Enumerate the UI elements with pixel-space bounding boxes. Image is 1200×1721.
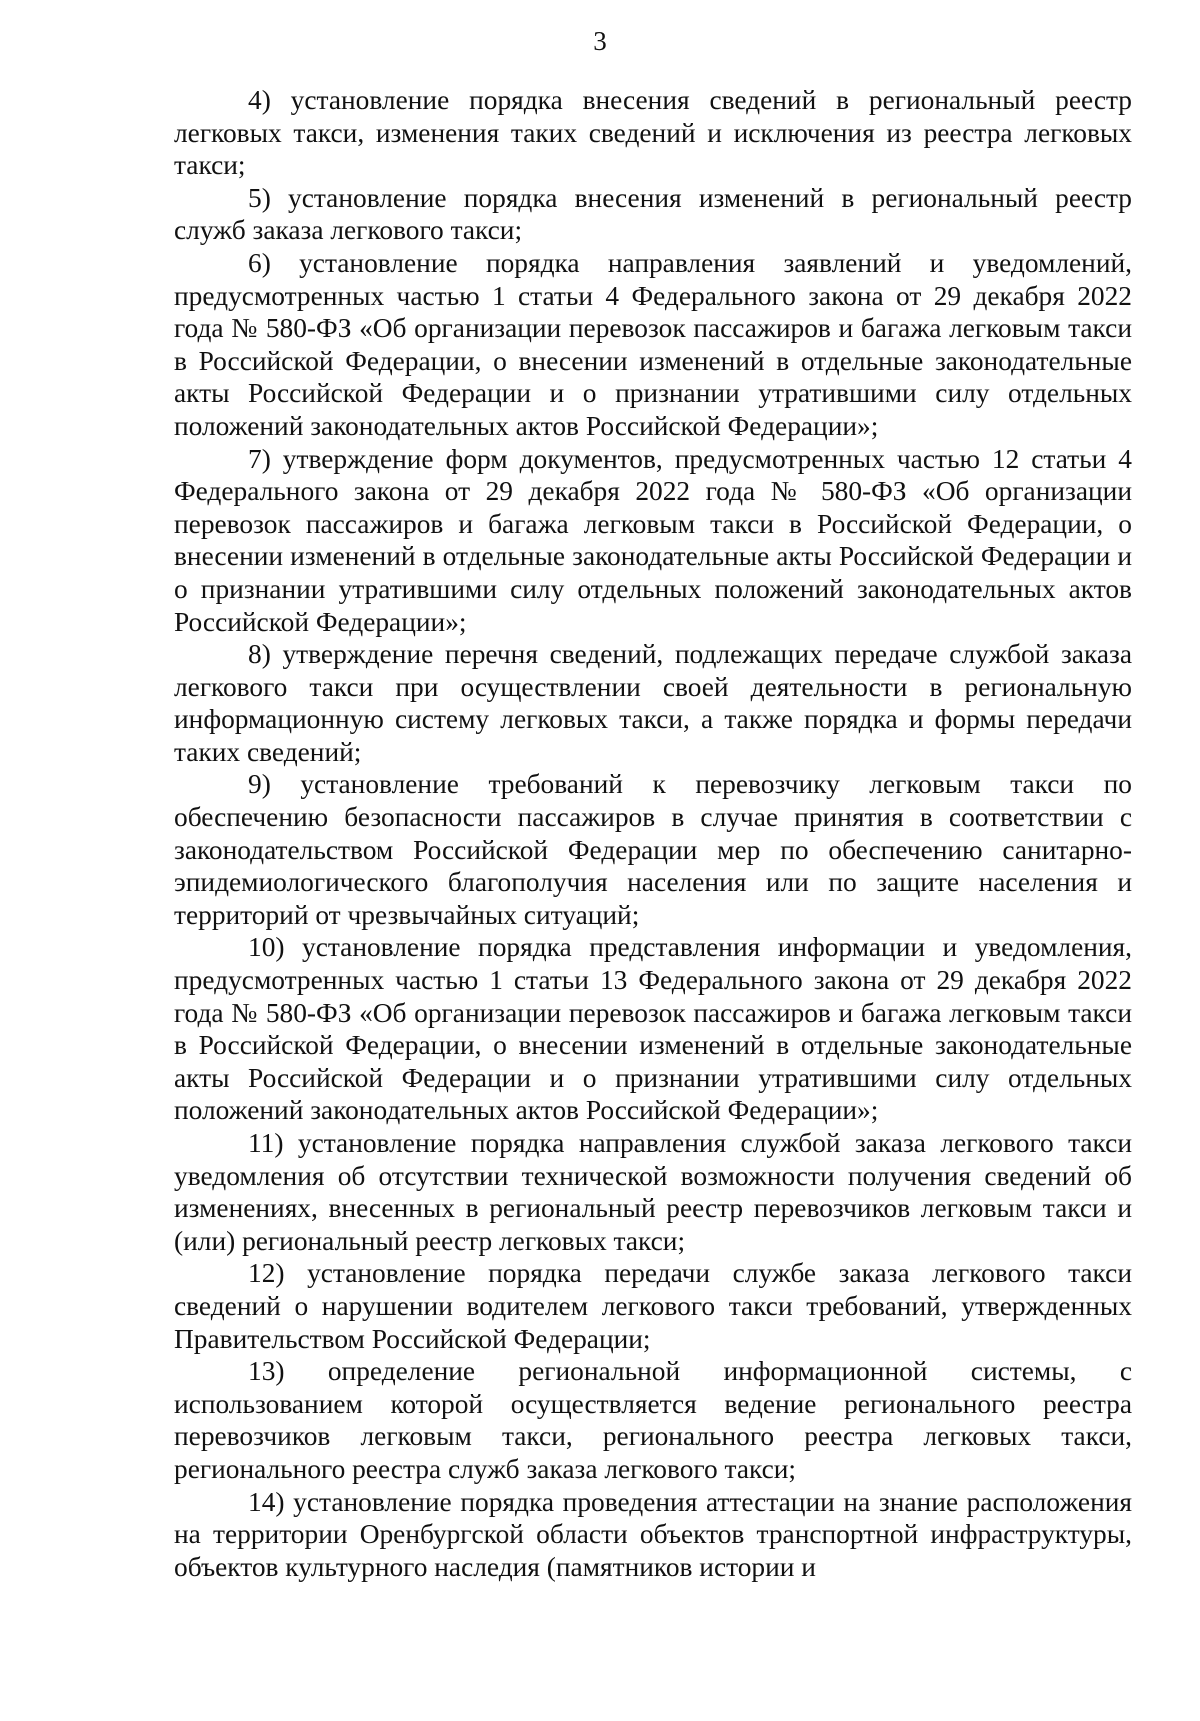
paragraph-item-10: 10) установление порядка представления информации и уведомления, предусмотренных частью 1 статьи 13 Федерального закона от 29 декабря 2022 года № 580-ФЗ «Об организации перевозок пассажиров и багажа легковым такси в Российской Федерации, о внесении изменений в отдельные законодательные акты Российской Федерации и о признании утратившими силу отдельных положений законодательных актов Российской Федерации»; [174, 932, 1132, 1126]
document-body [174, 84, 1132, 1583]
paragraph-item-8: 8) утверждение перечня сведений, подлежащих передаче службой заказа легкового такси при осуществлении своей деятельности в региональную информационную систему легковых такси, а также порядка и формы передачи таких сведений; [174, 639, 1132, 767]
paragraph-item-9: 9) установление требований к перевозчику легковым такси по обеспечению безопасности пассажиров в случае принятия в соответствии с законодательством Российской Федерации мер по обеспечению санитарно-эпидемиологического благополучия населения или по защите населения и территорий от чрезвычайных ситуаций; [174, 769, 1132, 930]
paragraph-item-6: 6) установление порядка направления заявлений и уведомлений, предусмотренных частью 1 статьи 4 Федерального закона от 29 декабря 2022 года № 580-ФЗ «Об организации перевозок пассажиров и багажа легковым такси в Российской Федерации, о внесении изменений в отдельные законодательные акты Российской Федерации и о признании утратившими силу отдельных положений законодательных актов Российской Федерации»; [174, 247, 1132, 441]
paragraph-item-14: 14) установление порядка проведения аттестации на знание расположения на территории Оренбургской области объектов транспортной инфраструктуры, объектов культурного наследия (памятников истории и [174, 1486, 1132, 1582]
paragraph-item-12: 12) установление порядка передачи службе заказа легкового такси сведений о нарушении водителем легкового такси требований, утвержденных Правительством Российской Федерации; [174, 1258, 1132, 1354]
paragraph-item-11: 11) установление порядка направления службой заказа легкового такси уведомления об отсутствии технической возможности получения сведений об изменениях, внесенных в региональный реестр перевозчиков легковым такси и (или) региональный реестр легковых такси; [174, 1128, 1132, 1256]
page-number: 3 [593, 26, 607, 56]
paragraph-item-13: 13) определение региональной информационной системы, с использованием которой осуществляется ведение регионального реестра перевозчиков легковым такси, регионального реестра легковых такси, регионального реестра служб заказа легкового такси; [174, 1356, 1132, 1484]
paragraph-item-7: 7) утверждение форм документов, предусмотренных частью 12 статьи 4 Федерального закона от 29 декабря 2022 года № 580-ФЗ «Об организации перевозок пассажиров и багажа легковым такси в Российской Федерации, о внесении изменений в отдельные законодательные акты Российской Федерации и о признании утратившими силу отдельных положений законодательных актов Российской Федерации»; [174, 443, 1132, 637]
paragraph-item-4: 4) установление порядка внесения сведений в региональный реестр легковых такси, изменения таких сведений и исключения из реестра легковых такси; [174, 85, 1132, 181]
paragraph-item-5: 5) установление порядка внесения изменений в региональный реестр служб заказа легкового такси; [174, 182, 1132, 246]
